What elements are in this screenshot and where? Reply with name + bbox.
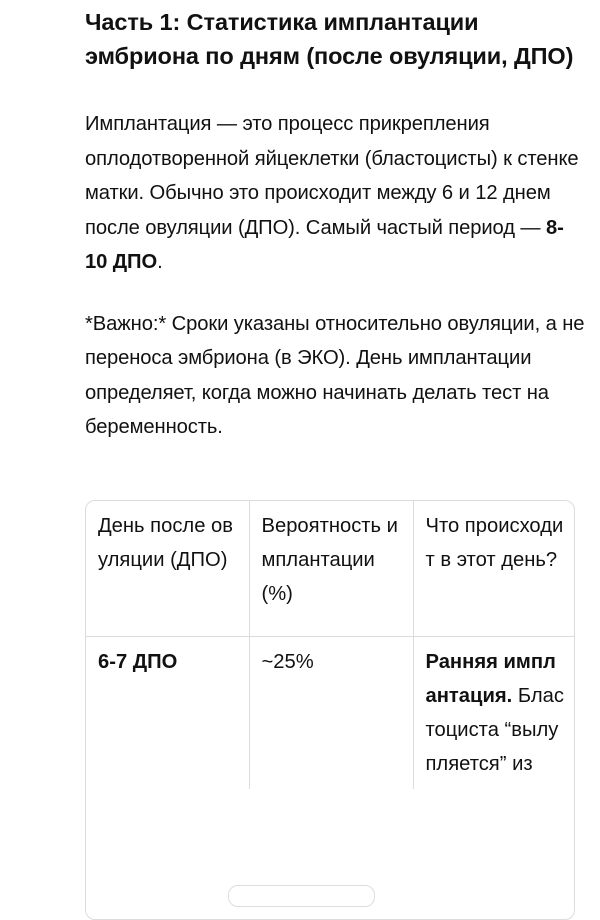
table-row: [86, 636, 575, 789]
intro-highlight: 8-10 ДПО: [85, 216, 564, 273]
cell-event-text: Бластоциста “вылупляется” из: [425, 684, 564, 775]
implantation-table-grid: [86, 501, 575, 789]
cell-event: [413, 636, 575, 789]
intro-paragraph: [85, 107, 585, 280]
cell-day: 6-7 ДПО: [86, 636, 249, 789]
implantation-table: [85, 500, 575, 920]
note-paragraph: *Важно:* Сроки указаны относительно овуляции, а не переноса эмбриона (в ЭКО). День имплантации определяет, когда можно начинать делать тест на беременность.: [85, 312, 585, 438]
header-probability: Вероятность имплантации (%): [249, 501, 413, 636]
floating-scroll-pill[interactable]: [228, 885, 375, 907]
header-event: Что происходит в этот день?: [413, 501, 575, 636]
section-heading: Часть 1: Статистика имплантации эмбриона по дням (после овуляции, ДПО): [85, 9, 574, 69]
table-header-row: [86, 501, 575, 636]
intro-text: Имплантация — это процесс прикрепления оплодотворенной яйцеклетки (бластоцисты) к стенке матки. Обычно это происходит между 6 и 12 днем после овуляции (ДПО). Самый частый период —: [85, 113, 579, 239]
chat-message-content: [85, 0, 585, 445]
cell-probability: ~25%: [249, 636, 413, 789]
header-day: День после овуляции (ДПО): [86, 501, 249, 636]
intro-end: .: [157, 251, 163, 273]
cell-event-bold: Ранняя имплантация.: [425, 650, 556, 707]
